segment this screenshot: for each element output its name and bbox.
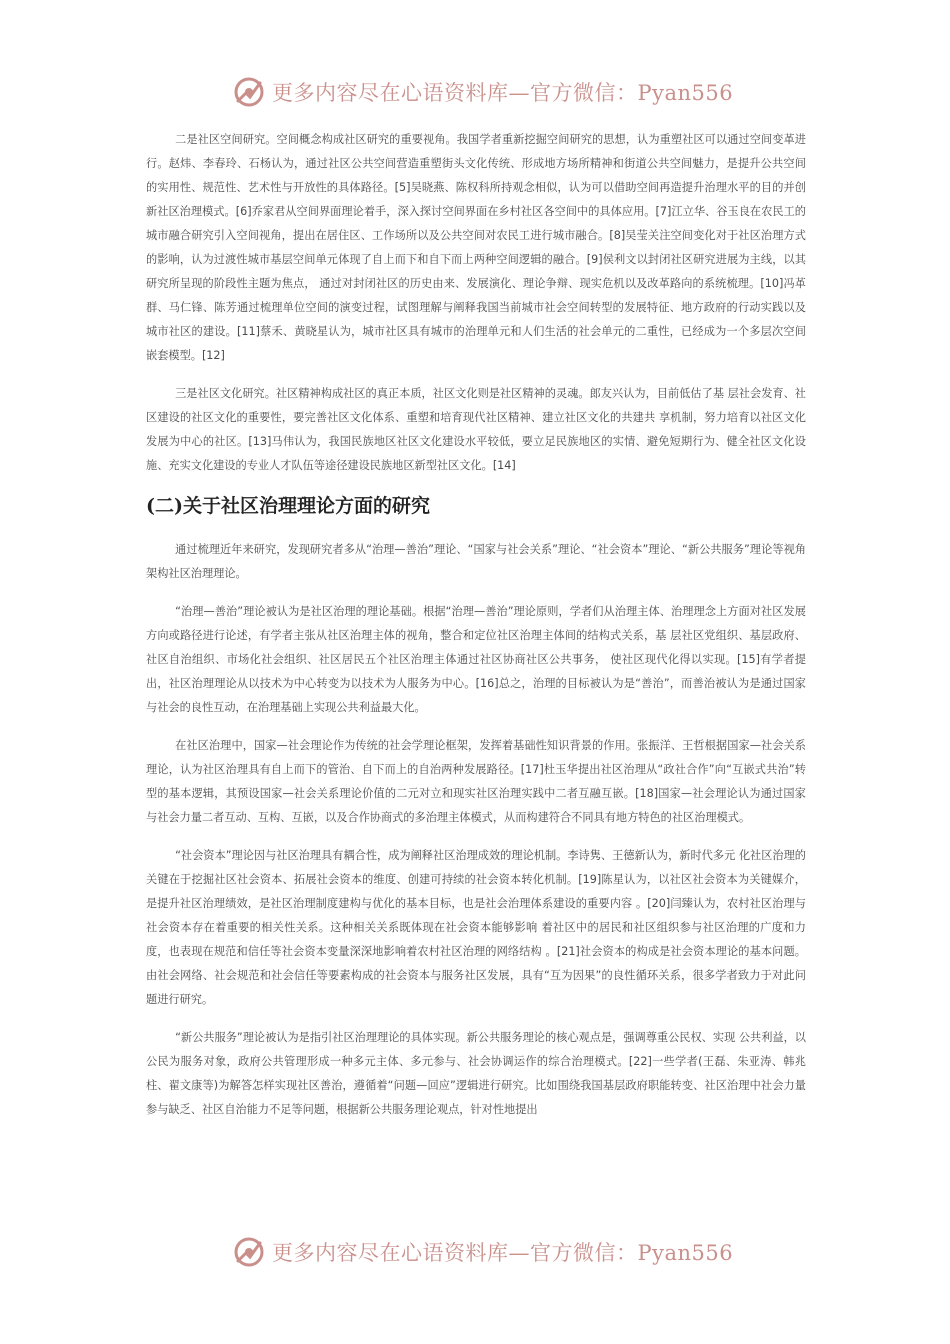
paragraph-governance-theory: “治理—善治”理论被认为是社区治理的理论基础。根据“治理—善治”理论原则，学者们从治理主体、治理理念上方面对社区发展方向或路径进行论述，有学者主张从社区治理主体的视角，整合和定位社区治理主体间的结构式关系，基 层社区党组织、基层政府、社区自治组织、市场化社会组织、社区居民五个社区治理主体通过社区协商社区公共事务， 使社区现代化得以实现。[15]有学者提出，社区治理理论从以技术为中心转变为以技术为人服务为中心。[16]总之，治理的目标被认为是“善治”，而善治被认为是通过国家与社会的良性互动，在治理基础上实现公共利益最大化。 [146, 605, 806, 714]
paragraph-space-research: 二是社区空间研究。空间概念构成社区研究的重要视角。我国学者重新挖掘空间研究的思想，认为重塑社区可以通过空间变革进行。赵炜、李春玲、石杨认为，通过社区公共空间营造重塑街头文化传统、形成地方场所精神和街道公共空间魅力，是提升公共空间的实用性、规范性、艺术性与开放性的具体路径。[5]吴晓燕、陈权科所持观念相似，认为可以借助空间再造提升治理水平的目的并创新社区治理模式。[6]乔家君从空间界面理论着手，深入探讨空间界面在乡村社区各空间中的具体应用。[7]江立华、谷玉良在农民工的城市融合研究引入空间视角，提出在居住区、工作场所以及公共空间对农民工进行城市融合。[8]吴莹关注空间变化对于社区治理方式的影响，认为过渡性城市基层空间单元体现了自上而下和自下而上两种空间逻辑的融合。[9]侯利文以封闭社区研究进展为主线，以其研究所呈现的阶段性主题为焦点， 通过对封闭社区的历史由来、发展演化、理论争辩、现实危机以及改革路向的系统梳理。[10]冯革群、马仁锋、陈芳通过梳理单位空间的演变过程，试图理解与阐释我国当前城市社会空间转型的发展特征、地方政府的行动实践以及城市社区的建设。[11]蔡禾、黄晓星认为，城市社区具有城市的治理单元和人们生活的社会单元的二重性，已经成为一个多层次空间嵌套模型。[12] [146, 133, 806, 362]
paragraph-social-capital-theory: “社会资本”理论因与社区治理具有耦合性，成为阐释社区治理成效的理论机制。李诗隽、王德新认为，新时代多元 化社区治理的关键在于挖掘社区社会资本、拓展社会资本的维度、创建可持续的社会资本转化机制。[19]陈星认为，以社区社会资本为关键媒介，是提升社区治理绩效，是社区治理制度建构与优化的基本目标，也是社会治理体系建设的重要内容 。[20]闫臻认为，农村社区治理与社会资本存在着重要的相关性关系。这种相关关系既体现在社会资本能够影响 着社区中的居民和社区组织参与社区治理的广度和力度，也表现在规范和信任等社会资本变量深深地影响着农村社区治理的网络结构 。[21]社会资本的构成是社会资本理论的基本问题。由社会网络、社会规范和社会信任等要素构成的社会资本与服务社区发展，具有“互为因果”的良性循环关系，很多学者致力于对此问题进行研究。 [146, 849, 806, 1006]
paragraph-state-society-theory: 在社区治理中，国家—社会理论作为传统的社会学理论框架，发挥着基础性知识背景的作用。张振洋、王哲根据国家—社会关系理论，认为社区治理具有自上而下的管治、自下而上的自治两种发展路径。[17]杜玉华提出社区治理从“政社合作”向“互嵌式共治”转型的基本逻辑，其预设国家—社会关系理论价值的二元对立和现实社区治理实践中二者互融互嵌。[18]国家—社会理论认为通过国家与社会力量二者互动、互构、互嵌，以及合作协商式的多治理主体模式，从而构建符合不同具有地方特色的社区治理模式。 [146, 739, 806, 824]
brand-logo-icon [232, 75, 266, 109]
paragraph-theory-overview: 通过梳理近年来研究，发现研究者多从“治理—善治”理论、“国家与社会关系”理论、“社会资本”理论、“新公共服务”理论等视角架构社区治理理论。 [146, 543, 806, 580]
watermark-text: 更多内容尽在心语资料库—官方微信：Pyan556 [272, 81, 734, 105]
section-heading: (二)关于社区治理理论方面的研究 [146, 495, 430, 517]
brand-logo-icon [232, 1235, 266, 1269]
document-body [146, 128, 806, 1136]
top-watermark-banner [232, 74, 732, 110]
paragraph-new-public-service-theory: “新公共服务”理论被认为是指引社区治理理论的具体实现。新公共服务理论的核心观点是，强调尊重公民权、实现 公共利益，以公民为服务对象，政府公共管理形成一种多元主体、多元参与、社会协调运作的综合治理模式。[22]一些学者(王磊、朱亚涛、韩兆柱、翟文康等)为解答怎样实现社区善治，遵循着“问题—回应”逻辑进行研究。比如围绕我国基层政府职能转变、社区治理中社会力量参与缺乏、社区自治能力不足等问题，根据新公共服务理论观点，针对性地提出 [146, 1031, 806, 1116]
watermark-text: 更多内容尽在心语资料库—官方微信：Pyan556 [272, 1241, 734, 1265]
bottom-watermark-banner [232, 1234, 732, 1270]
paragraph-culture-research: 三是社区文化研究。社区精神构成社区的真正本质，社区文化则是社区精神的灵魂。郎友兴认为，目前低估了基 层社会发育、社区建设的社区文化的重要性，要完善社区文化体系、重塑和培育现代社区精神、建立社区文化的共建共 享机制，努力培育以社区文化发展为中心的社区。[13]马伟认为，我国民族地区社区文化建设水平较低，要立足民族地区的实情、避免短期行为、健全社区文化设施、充实文化建设的专业人才队伍等途径建设民族地区新型社区文化。[14] [146, 387, 806, 472]
